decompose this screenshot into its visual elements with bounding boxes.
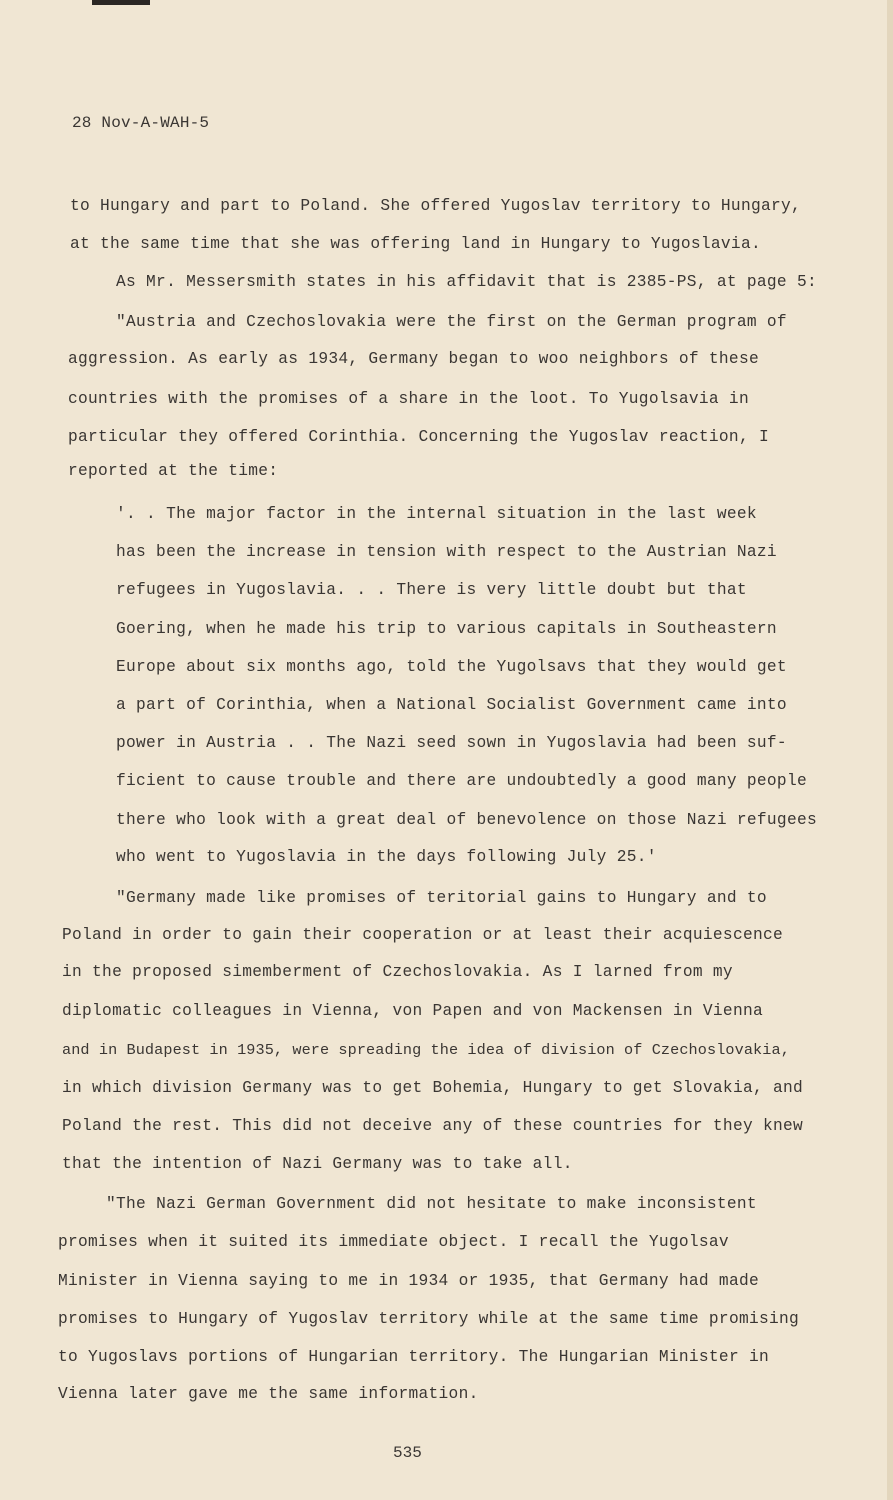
text-line: "Austria and Czechoslovakia were the first on the German program of (116, 313, 787, 331)
quote-line: power in Austria . . The Nazi seed sown in Yugoslavia had been suf- (116, 734, 787, 752)
quote-line: refugees in Yugoslavia. . . There is very little doubt but that (116, 581, 747, 599)
text-line: Minister in Vienna saying to me in 1934 or 1935, that Germany had made (58, 1272, 759, 1290)
text-line: Vienna later gave me the same information. (58, 1385, 479, 1403)
quote-line: Europe about six months ago, told the Yugolsavs that they would get (116, 658, 787, 676)
text-line: "The Nazi German Government did not hesitate to make inconsistent (106, 1195, 757, 1213)
text-line: As Mr. Messersmith states in his affidavit that is 2385-PS, at page 5: (116, 273, 817, 291)
quote-line: '. . The major factor in the internal situation in the last week (116, 505, 757, 523)
quote-line: a part of Corinthia, when a National Socialist Government came into (116, 696, 787, 714)
quote-line: has been the increase in tension with respect to the Austrian Nazi (116, 543, 777, 561)
text-line: countries with the promises of a share in the loot. To Yugolsavia in (68, 390, 749, 408)
text-line: and in Budapest in 1935, were spreading the idea of division of Czechoslovakia, (62, 1041, 790, 1059)
text-line: aggression. As early as 1934, Germany began to woo neighbors of these (68, 350, 759, 368)
text-line: in the proposed simemberment of Czechoslovakia. As I larned from my (62, 963, 733, 981)
page-header: 28 Nov-A-WAH-5 (72, 114, 210, 132)
text-line: Poland in order to gain their cooperation or at least their acquiescence (62, 926, 784, 944)
text-line: "Germany made like promises of teritorial gains to Hungary and to (116, 889, 767, 907)
text-line: to Hungary and part to Poland. She offered Yugoslav territory to Hungary, (70, 197, 802, 215)
quote-line: who went to Yugoslavia in the days following July 25.' (116, 848, 657, 866)
quote-line: ficient to cause trouble and there are undoubtedly a good many people (116, 772, 807, 790)
quote-line: Goering, when he made his trip to various capitals in Southeastern (116, 620, 777, 638)
top-edge-mark (92, 0, 150, 5)
text-line: Poland the rest. This did not deceive any of these countries for they knew (62, 1117, 804, 1135)
text-line: diplomatic colleagues in Vienna, von Papen and von Mackensen in Vienna (62, 1002, 763, 1020)
text-line: in which division Germany was to get Bohemia, Hungary to get Slovakia, and (62, 1079, 804, 1097)
text-line: particular they offered Corinthia. Concerning the Yugoslav reaction, I (68, 428, 769, 446)
text-line: to Yugoslavs portions of Hungarian territory. The Hungarian Minister in (58, 1348, 769, 1366)
quote-line: there who look with a great deal of benevolence on those Nazi refugees (116, 811, 817, 829)
page-number: 535 (393, 1444, 422, 1462)
text-line: at the same time that she was offering land in Hungary to Yugoslavia. (70, 235, 761, 253)
text-line: reported at the time: (68, 462, 279, 480)
text-line: promises to Hungary of Yugoslav territory while at the same time promising (58, 1310, 800, 1328)
text-line: promises when it suited its immediate object. I recall the Yugolsav (58, 1233, 729, 1251)
text-line: that the intention of Nazi Germany was to take all. (62, 1155, 573, 1173)
